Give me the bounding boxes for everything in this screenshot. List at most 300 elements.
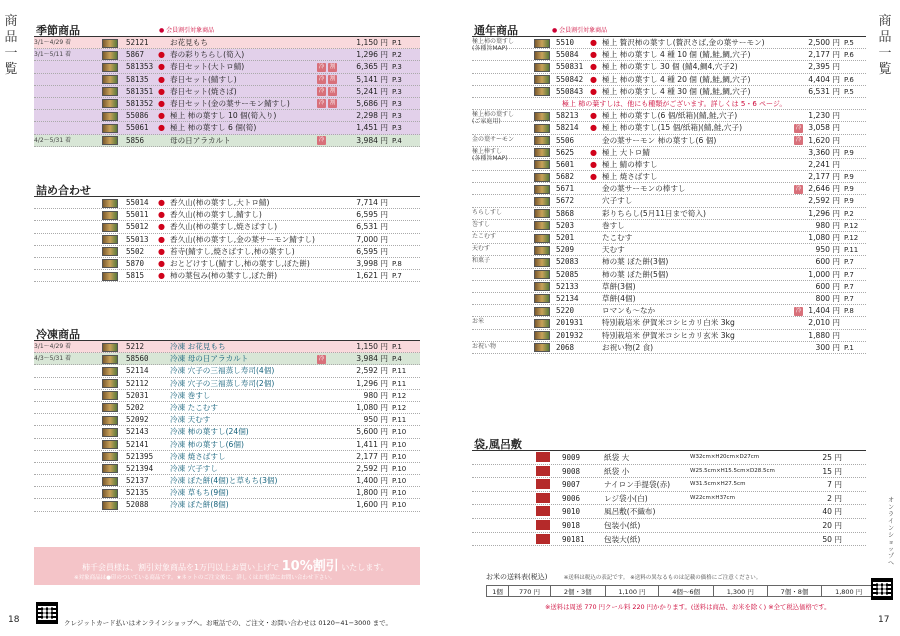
bottom-note: ※送料は周送 770 円クール料 220 円かかります。(送料は商品、お米を除く) ※全て税込価格です。: [545, 603, 831, 611]
catalog-page: P.9: [844, 148, 854, 157]
catalog-page: P.10: [392, 464, 407, 473]
catalog-page: P.11: [844, 246, 859, 255]
product-code: 58560: [126, 354, 149, 364]
product-thumbnail: [102, 343, 118, 352]
product-price: 2,592 円: [356, 463, 388, 473]
catalog-page: P.3: [392, 75, 402, 84]
product-price: 40 円: [822, 507, 842, 517]
product-thumbnail: [534, 319, 550, 328]
product-price: 20 円: [822, 520, 842, 530]
qr-code-right[interactable]: [871, 578, 893, 600]
member-discount-box: [34, 547, 420, 585]
product-code: 201931: [556, 318, 584, 328]
product-price: 2,298 円: [356, 111, 388, 121]
product-row[interactable]: [472, 256, 866, 268]
member-discount-dot-icon: ●: [158, 62, 165, 72]
category-label: 金の葉サーモン: [472, 135, 515, 143]
product-price: 2,592 円: [808, 196, 840, 206]
product-row[interactable]: [34, 390, 420, 402]
product-name: ロマンも〜なか: [602, 306, 656, 316]
qr-code-left[interactable]: [36, 602, 58, 624]
catalog-page: P.11: [392, 416, 407, 425]
product-code: 5672: [556, 196, 575, 206]
product-row[interactable]: [34, 414, 420, 426]
product-row[interactable]: [34, 86, 420, 98]
product-row[interactable]: [34, 209, 420, 221]
product-name: 春日セット(鯖すし): [170, 74, 237, 84]
category-label: 極上柿の葉すし (各種旨MAP): [472, 38, 515, 52]
product-name: 冷凍 草もち(9個): [170, 488, 229, 498]
product-thumbnail: [102, 477, 118, 486]
product-thumbnail: [534, 270, 550, 279]
product-row[interactable]: [34, 402, 420, 414]
product-thumbnail: [534, 87, 550, 96]
catalog-page: P.1: [392, 343, 402, 351]
product-name: おとどけすし(鯖すし,柿の葉すし,ぼた餅): [170, 258, 310, 268]
product-price: 2,500 円: [808, 38, 840, 47]
product-code: 55061: [126, 123, 149, 133]
badge-icon: 割: [329, 63, 336, 70]
bag-row[interactable]: [472, 451, 866, 465]
bag-icon: [536, 534, 550, 544]
product-row[interactable]: [34, 475, 420, 487]
product-price: 5,600 円: [356, 427, 388, 437]
product-price: 1,400 円: [356, 476, 388, 486]
section-1: [34, 182, 420, 282]
product-thumbnail: [102, 489, 118, 498]
product-code: 9009: [562, 453, 581, 462]
product-name: 冷凍 天むす: [170, 415, 211, 425]
catalog-page: P.7: [844, 270, 854, 279]
product-price: 2,241 円: [808, 159, 840, 169]
product-code: 9010: [562, 507, 581, 517]
category-label: お米: [472, 318, 485, 326]
catalog-page: P.8: [844, 307, 854, 316]
product-price: 980 円: [815, 220, 840, 230]
product-name: 紙袋 小: [604, 466, 630, 476]
product-code: 550842: [556, 74, 584, 84]
member-discount-dot-icon: ●: [590, 159, 597, 169]
product-code: 5220: [556, 306, 575, 316]
product-row[interactable]: [472, 330, 866, 342]
info-note-row: [472, 98, 866, 110]
product-code: 9006: [562, 493, 581, 503]
catalog-page: P.3: [392, 112, 402, 121]
product-thumbnail: [102, 51, 118, 60]
bag-icon: [536, 466, 550, 476]
product-row[interactable]: [472, 159, 866, 171]
product-name: 包装大(紙): [604, 534, 641, 544]
product-thumbnail: [102, 391, 118, 400]
product-name: 冷凍 お花見もち: [170, 342, 226, 351]
badge-icon: 割: [329, 100, 336, 107]
member-discount-dot-icon: ●: [158, 234, 165, 244]
product-price: 2,646 円: [808, 184, 840, 194]
product-code: 5870: [126, 258, 145, 268]
bag-row[interactable]: [472, 465, 866, 479]
product-code: 5682: [556, 172, 575, 182]
product-row[interactable]: [34, 246, 420, 258]
product-code: 52031: [126, 390, 149, 400]
product-thumbnail: [102, 440, 118, 449]
product-price: 2,592 円: [356, 366, 388, 376]
product-price: 7,000 円: [356, 234, 388, 244]
product-thumbnail: [534, 343, 550, 352]
product-name: 冷凍 柿の葉すし(24個): [170, 427, 249, 437]
product-code: 581351: [126, 86, 154, 96]
product-row[interactable]: [472, 110, 866, 126]
product-thumbnail: [534, 307, 550, 316]
member-discount-dot-icon: ●: [158, 123, 165, 133]
product-row[interactable]: [472, 293, 866, 305]
product-row[interactable]: [34, 439, 420, 451]
category-label: 天むす: [472, 245, 491, 253]
product-row[interactable]: [34, 258, 420, 270]
product-code: 2068: [556, 342, 575, 352]
category-label: お祝い物: [472, 342, 497, 350]
product-name: 穴子すし: [602, 196, 633, 206]
product-name: 冷凍 巻すし: [170, 390, 211, 400]
product-name: 包装小(紙): [604, 520, 641, 530]
product-code: 5506: [556, 135, 575, 145]
product-row[interactable]: [34, 98, 420, 110]
product-code: 5510: [556, 38, 575, 47]
bag-row[interactable]: [472, 492, 866, 506]
product-thumbnail: [534, 246, 550, 255]
product-thumbnail: [102, 211, 118, 220]
shipping-cell: 4個〜6個: [659, 586, 714, 597]
product-code: 58214: [556, 123, 579, 133]
product-row[interactable]: [472, 342, 866, 354]
side-title-right: 商品一覧: [878, 14, 892, 77]
product-name: 彩りちらし(5月11日まで筍入): [602, 208, 706, 218]
product-code: 9018: [562, 520, 581, 530]
product-price: 2,395 円: [808, 62, 840, 72]
bag-row[interactable]: [472, 505, 866, 519]
product-thumbnail: [102, 75, 118, 84]
product-price: 2,177 円: [808, 50, 840, 60]
catalog-page: P.5: [844, 39, 854, 47]
page-number-right: 17: [878, 615, 890, 625]
product-thumbnail: [102, 272, 118, 281]
product-name: レジ袋小(白): [604, 493, 648, 503]
product-row[interactable]: [472, 208, 866, 220]
catalog-page: P.4: [392, 136, 402, 145]
product-name: 春日セット(大トロ鯖): [170, 62, 245, 72]
product-code: 5209: [556, 245, 575, 255]
product-row[interactable]: [34, 197, 420, 209]
product-price: 7,714 円: [356, 198, 388, 207]
catalog-page: P.10: [392, 477, 407, 486]
member-discount-dot-icon: ●: [158, 50, 165, 60]
product-row[interactable]: [34, 463, 420, 475]
product-price: 3,984 円: [356, 135, 388, 145]
product-price: 2,010 円: [808, 318, 840, 328]
catalog-page: P.10: [392, 428, 407, 437]
product-price: 600 円: [815, 281, 840, 291]
product-price: 2,177 円: [808, 172, 840, 182]
product-thumbnail: [102, 87, 118, 96]
product-thumbnail: [102, 403, 118, 412]
product-price: 1,600 円: [356, 500, 388, 510]
shipping-cell: 7個・8個: [767, 586, 822, 597]
product-row[interactable]: [472, 317, 866, 329]
member-discount-dot-icon: ●: [158, 210, 165, 220]
product-price: 1,080 円: [808, 233, 840, 242]
bag-row[interactable]: [472, 533, 866, 547]
product-name: 柿の葉 ぼた餅(5個): [602, 269, 669, 279]
product-row[interactable]: [472, 86, 866, 98]
product-row[interactable]: [472, 195, 866, 207]
delivery-period: 3/1〜4/29 着: [34, 39, 72, 46]
product-row[interactable]: [34, 49, 420, 61]
product-price: 3,998 円: [356, 258, 388, 268]
section-title: 袋,風呂敷: [474, 438, 522, 451]
product-code: 5625: [556, 147, 575, 157]
member-note: ※対象商品は●印のついている商品です。★ネットのご注文後に、詳しくはお電話にお問い合わせ下さい。: [74, 575, 336, 581]
product-code: 5202: [126, 402, 145, 412]
member-discount-dot-icon: ●: [590, 86, 597, 96]
catalog-page: P.3: [392, 124, 402, 133]
product-thumbnail: [534, 51, 550, 60]
product-thumbnail: [102, 235, 118, 244]
discount-highlight: 10%割引: [281, 559, 339, 574]
section-0: [34, 22, 420, 147]
bag-row[interactable]: [472, 519, 866, 533]
category-label: 極上棒すし (各種旨MAP): [472, 147, 508, 162]
member-discount-dot-icon: ●: [590, 147, 597, 157]
product-name: 香久山(柿の葉すし,金の葉サーモン鯖すし): [170, 234, 316, 244]
section-title: 通年商品: [474, 24, 518, 37]
category-label: ちらしすし: [472, 208, 503, 216]
section-title: 冷凍商品: [36, 328, 80, 341]
catalog-page: P.10: [392, 440, 407, 449]
product-row[interactable]: [472, 244, 866, 256]
product-row[interactable]: [34, 221, 420, 233]
catalog-page: P.2: [392, 51, 402, 60]
product-code: 52085: [556, 269, 579, 279]
product-code: 55084: [556, 50, 579, 60]
product-code: 521394: [126, 463, 154, 473]
product-thumbnail: [102, 355, 118, 364]
bag-size: W31.5cm×H27.5cm: [690, 481, 746, 488]
product-name: 冷凍 穴子すし: [170, 463, 218, 473]
product-price: 2,177 円: [356, 451, 388, 461]
product-price: 1,296 円: [356, 50, 388, 60]
product-thumbnail: [102, 99, 118, 108]
product-row[interactable]: [34, 135, 420, 147]
member-discount-dot-icon: ●: [158, 246, 165, 256]
product-row[interactable]: [34, 341, 420, 353]
product-price: 6,365 円: [356, 62, 388, 72]
product-row[interactable]: [472, 147, 866, 162]
section-regular: [472, 22, 866, 354]
bag-icon: [536, 479, 550, 489]
member-discount-dot-icon: ●: [590, 50, 597, 60]
product-row[interactable]: [472, 305, 866, 317]
product-row[interactable]: [472, 122, 866, 134]
product-row[interactable]: [472, 74, 866, 86]
product-name: 極上 柿の葉すし 4 種 30 個 (鯖,鮭,鯛,穴子): [602, 86, 751, 96]
catalog-page: P.12: [392, 391, 407, 400]
product-thumbnail: [534, 136, 550, 145]
product-name: 極上 贅沢柿の葉すし(贅沢さば,金の葉サーモン): [602, 38, 765, 47]
delivery-period: 3/1〜5/11 着: [34, 51, 72, 59]
product-row[interactable]: [472, 232, 866, 244]
product-price: 1,080 円: [356, 402, 388, 412]
product-price: 1,230 円: [808, 111, 840, 121]
product-price: 1,150 円: [356, 342, 388, 351]
product-price: 1,404 円: [808, 306, 840, 316]
product-row[interactable]: [472, 49, 866, 61]
badge-icon: 割: [329, 88, 336, 95]
side-title: 商品一覧: [4, 14, 18, 77]
product-row[interactable]: [34, 61, 420, 73]
catalog-page: P.5: [844, 87, 854, 96]
product-name: 春日セット(焼さば): [170, 86, 237, 96]
product-price: 1,880 円: [808, 330, 840, 340]
product-code: 5867: [126, 50, 145, 60]
product-name: 特別栽培米 伊賀米コシヒカリ玄米 3kg: [602, 330, 735, 340]
product-row[interactable]: [34, 110, 420, 122]
product-row[interactable]: [34, 378, 420, 390]
bag-size: W32cm×H20cm×D27cm: [690, 454, 760, 460]
product-thumbnail: [102, 39, 118, 48]
product-name: 極上 柿の葉すし 6 個(筍): [170, 123, 257, 133]
product-name: 香久山(柿の葉すし,焼さばすし): [170, 222, 278, 232]
product-row[interactable]: [472, 37, 866, 52]
delivery-period: 3/1〜4/29 着: [34, 343, 72, 350]
product-row[interactable]: [34, 234, 420, 246]
product-name: 冷凍 穴子の三福蒸し寿司(4個): [170, 366, 275, 376]
product-thumbnail: [102, 259, 118, 268]
product-name: お祝い物(2 食): [602, 342, 654, 352]
product-code: 550843: [556, 86, 584, 96]
section-note: ● 会員割引対象商品: [552, 27, 608, 34]
delivery-period: 4/3〜5/31 着: [34, 355, 72, 363]
product-code: 58135: [126, 74, 149, 84]
section-title: 詰め合わせ: [36, 184, 91, 197]
product-name: 草餅(4個): [602, 293, 636, 303]
product-thumbnail: [102, 247, 118, 256]
catalog-page: P.3: [392, 87, 402, 96]
product-name: 苔寺(鯖すし,焼さばすし,柿の葉すし): [170, 246, 295, 256]
footer-text: クレジットカード払いはオンラインショップへ。お電話での、ご注文・お問い合わせは 0120−41−3000 まで。: [64, 619, 393, 627]
product-name: 香久山(柿の葉すし,大トロ鯖): [170, 198, 270, 207]
product-row[interactable]: [34, 451, 420, 463]
product-thumbnail: [534, 124, 550, 133]
product-row[interactable]: [472, 220, 866, 232]
product-thumbnail: [102, 124, 118, 133]
product-price: 600 円: [815, 257, 840, 267]
catalog-page: P.6: [844, 51, 854, 60]
product-code: 5502: [126, 246, 145, 256]
product-code: 52143: [126, 427, 149, 437]
product-thumbnail: [534, 148, 550, 157]
product-row[interactable]: [34, 426, 420, 438]
product-thumbnail: [534, 221, 550, 230]
product-row[interactable]: [34, 487, 420, 499]
badge-icon: 冷: [795, 307, 802, 314]
member-discount-dot-icon: ●: [590, 74, 597, 84]
shipping-cell: 1,800 円: [822, 586, 876, 597]
badge-icon: 冷: [318, 88, 325, 95]
catalog-page: P.1: [844, 343, 854, 352]
product-thumbnail: [102, 136, 118, 145]
product-thumbnail: [534, 160, 550, 169]
product-code: 581353: [126, 62, 154, 72]
product-row[interactable]: [472, 281, 866, 293]
product-price: 6,595 円: [356, 246, 388, 256]
catalog-page: P.7: [844, 258, 854, 267]
product-code: 52133: [556, 281, 579, 291]
member-text: 柿千会員様は、割引対象商品を1万円以上お買い上げで: [82, 563, 280, 572]
bag-row[interactable]: [472, 478, 866, 492]
product-row[interactable]: [472, 171, 866, 183]
category-label: 巻すし: [472, 220, 491, 228]
product-name: ナイロン手提袋(赤): [604, 480, 671, 490]
member-discount-dot-icon: ●: [158, 222, 165, 232]
product-name: 柿の葉 ぼた餅(3個): [602, 257, 669, 267]
product-name: 極上 柿の葉すし(6 個/紙箱)(鯖,鮭,穴子): [602, 111, 738, 121]
product-code: 55011: [126, 210, 149, 220]
product-thumbnail: [102, 367, 118, 376]
product-price: 2 円: [827, 493, 842, 503]
shipping-cell: 770 円: [509, 586, 551, 597]
shipping-cell: 1個: [487, 586, 509, 597]
product-row[interactable]: [34, 122, 420, 134]
catalog-page: P.3: [392, 63, 402, 72]
product-thumbnail: [102, 452, 118, 461]
bag-icon: [536, 493, 550, 503]
product-row[interactable]: [472, 183, 866, 195]
product-price: 5,686 円: [356, 98, 388, 108]
product-price: 6,531 円: [356, 222, 388, 232]
product-row[interactable]: [34, 270, 420, 282]
catalog-page: P.6: [844, 75, 854, 84]
product-name: 極上 焼さばすし: [602, 172, 658, 182]
product-name: 柿の葉包み(柿の葉すし,ぼた餅): [170, 271, 278, 281]
section-bags: [472, 436, 866, 546]
product-code: 550831: [556, 62, 584, 72]
badge-icon: 冷: [795, 137, 802, 143]
catalog-page: P.1: [392, 39, 402, 47]
product-row[interactable]: [472, 269, 866, 281]
product-thumbnail: [102, 416, 118, 425]
product-row[interactable]: [34, 365, 420, 377]
rice-shipping-table: [486, 572, 876, 597]
product-row[interactable]: [472, 61, 866, 73]
product-code: 201932: [556, 330, 584, 340]
product-row[interactable]: [34, 37, 420, 49]
product-row[interactable]: [34, 353, 420, 365]
product-price: 1,000 円: [808, 269, 840, 279]
catalog-page: P.7: [392, 272, 402, 281]
product-row[interactable]: [34, 499, 420, 511]
product-code: 55014: [126, 198, 149, 207]
product-thumbnail: [534, 112, 550, 121]
product-row[interactable]: [34, 74, 420, 86]
page-number-left: 18: [8, 615, 20, 625]
product-thumbnail: [102, 379, 118, 388]
member-discount-dot-icon: ●: [158, 98, 165, 108]
product-name: たこむす: [602, 233, 633, 242]
badge-icon: 冷: [318, 137, 325, 143]
product-row[interactable]: [472, 135, 866, 147]
product-price: 1,411 円: [356, 439, 388, 449]
catalog-page: P.4: [392, 355, 402, 364]
category-label: たこむす: [472, 233, 497, 240]
